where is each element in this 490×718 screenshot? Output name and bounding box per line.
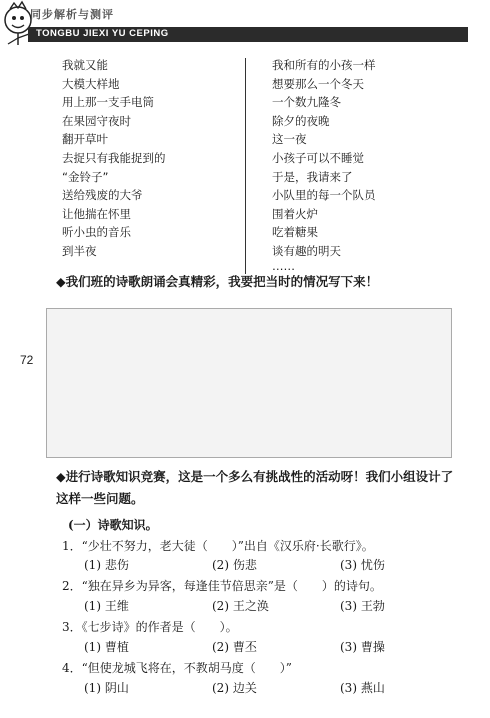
column-divider (245, 58, 246, 274)
option[interactable]: (3) 曹操 (340, 640, 385, 654)
poem-line: 我和所有的小孩一样 (272, 58, 376, 72)
poem-line: 一个数九隆冬 (272, 95, 341, 110)
option[interactable]: (1) 阴山 (84, 681, 129, 695)
option[interactable]: (3) 王勃 (340, 599, 385, 613)
page-header (0, 0, 490, 50)
poem-line: 除夕的夜晚 (272, 113, 330, 128)
poem-line: 让他揣在怀里 (62, 206, 131, 221)
option[interactable]: (2) 伤悲 (212, 558, 257, 572)
poem-line: 围着火炉 (272, 206, 318, 221)
poem-line: 大模大样地 (62, 76, 120, 91)
option[interactable]: (2) 边关 (212, 681, 257, 695)
option[interactable]: (2) 曹丕 (212, 640, 257, 654)
poem-line: 听小虫的音乐 (62, 225, 131, 240)
poem-line: 翻开草叶 (62, 132, 108, 147)
poem-line: 我就又能 (62, 58, 108, 72)
option[interactable]: (1) 王维 (84, 599, 129, 613)
poem-line-last: 到半夜 (62, 244, 97, 258)
question-1: 1．“少壮不努力，老大徒（ ）”出自《汉乐府·长歌行》。 (62, 539, 374, 553)
poem-line: 想要那么一个冬天 (272, 76, 364, 91)
option[interactable]: (1) 悲伤 (84, 558, 129, 572)
header-title-cn: 同步解析与测评 (30, 8, 114, 21)
section-title: (一）诗歌知识。 (68, 518, 158, 532)
option[interactable]: (3) 忧伤 (340, 558, 385, 572)
poem-line: “金铃子” (62, 169, 109, 184)
option[interactable]: (3) 燕山 (340, 681, 385, 695)
poem-line: 这一夜 (272, 132, 307, 147)
question-4: 4．“但使龙城飞将在，不教胡马度（ ）” (62, 661, 292, 675)
writing-area[interactable] (46, 308, 452, 458)
poem-line: 小孩子可以不睡觉 (272, 150, 364, 165)
poem-right-column (272, 56, 376, 261)
poem-line: 用上那一支手电筒 (62, 95, 154, 110)
page-number: 72 (20, 353, 34, 367)
header-title-en: TONGBU JIEXI YU CEPING (36, 28, 169, 39)
poem-left-column (62, 56, 166, 242)
poem-line: 吃着糖果 (272, 225, 318, 240)
poem-line: 在果园守夜时 (62, 113, 131, 128)
poem-ellipsis: …… (272, 259, 295, 273)
option[interactable]: (1) 曹植 (84, 640, 129, 654)
question-3: 3．《七步诗》的作者是（ ）。 (62, 620, 238, 634)
poem-line: 去捉只有我能捉到的 (62, 150, 166, 165)
question-2: 2．“独在异乡为异客，每逢佳节倍思亲”是（ ）的诗句。 (62, 579, 382, 593)
poem-line: 谈有趣的明天 (272, 243, 341, 258)
poem-line: 小队里的每一个队员 (272, 188, 376, 203)
option[interactable]: (2) 王之涣 (212, 599, 269, 613)
poem-line: 于是，我请来了 (272, 169, 353, 184)
writing-prompt: ◆我们班的诗歌朗诵会真精彩，我要把当时的情况写下来！ (56, 274, 379, 289)
poem-line: 送给残废的大爷 (62, 188, 143, 203)
quiz-intro: ◆进行诗歌知识竞赛，这是一个多么有挑战性的活动呀！我们小组设计了这样一些问题。 (56, 469, 454, 506)
